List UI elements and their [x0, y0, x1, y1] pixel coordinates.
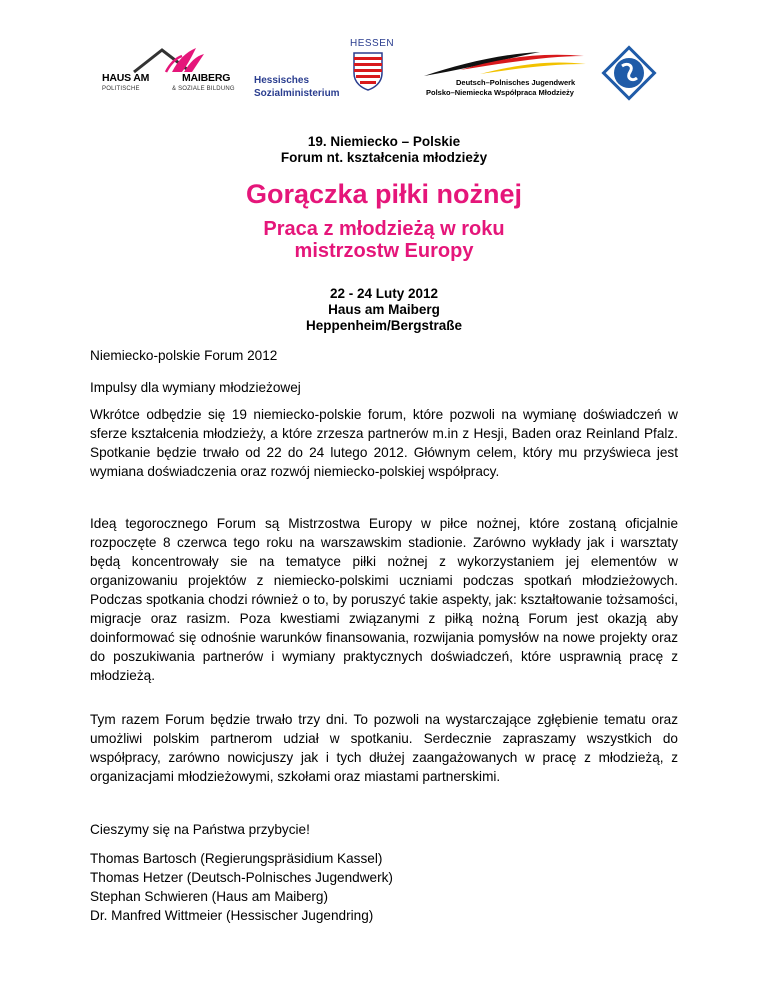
event-venue: Haus am Maiberg [328, 302, 440, 317]
diamond-circle-icon [600, 44, 658, 102]
subtitle-line-1: Praca z młodzieżą w roku [263, 218, 505, 240]
subtitle-line-2: mistrzostw Europy [294, 240, 474, 262]
paragraph-forum-name: Niemiecko-polskie Forum 2012 [90, 348, 278, 363]
logo-row [0, 38, 768, 108]
forum-heading [0, 134, 768, 166]
dpjw-logo [420, 46, 590, 102]
paragraph-duration: Tym razem Forum będzie trwało trzy dni. To pozwoli na wystarczające zgłębienie tematu oraz umożliwi polskim partnerom udział w spotkaniu. Serdecznie zapraszamy wszystkich do współpracy, zarówno nowicjuszy jak i tych dłużej zaangażowanych w pracę z młodzieżą, z organizacjami młodzieżowymi, szkołami oraz miastami partnerskimi. [90, 712, 678, 784]
roof-icon [96, 42, 246, 74]
main-title: Gorączka piłki nożnej [245, 179, 523, 209]
ministry-line-1: Hessisches [254, 75, 310, 86]
haus-tagline-left: POLITISCHE [102, 86, 140, 92]
paragraph-intro: Wkrótce odbędzie się 19 niemiecko-polskie forum, które pozwoli na wymianę doświadczeń w sferze kształcenia młodzieży, a które zrzesza partnerów m.in z Hesji, Baden oraz Reinland Pfalz. Spotkanie będzie trwało od 22 do 24 lutego 2012. Głównym celem, który mu przyświeca jest wymiana doświadczenia oraz rozwój niemiecko-polskiej współpracy. [90, 407, 678, 479]
forum-line-1: 19. Niemiecko – Polskie [307, 134, 461, 149]
hessen-wordmark: HESSEN [350, 38, 395, 49]
haus-name-left: HAUS AM [102, 72, 150, 84]
paragraph-closing: Cieszymy się na Państwa przybycie! [90, 822, 310, 837]
event-details [0, 286, 768, 334]
event-city: Heppenheim/Bergstraße [305, 318, 463, 333]
signature-4: Dr. Manfred Wittmeier (Hessischer Jugendring) [90, 908, 374, 923]
dpjw-name-de: Deutsch–Polnisches Jugendwerk [456, 78, 576, 87]
flag-swoosh-icon [420, 46, 590, 78]
haus-name-right: MAIBERG [182, 72, 231, 84]
dpjw-name-pl: Polsko–Niemiecka Współpraca Młodzieży [426, 88, 574, 97]
subtitle [0, 218, 768, 262]
haus-tagline-right: & SOZIALE BILDUNG [172, 86, 235, 92]
ministry-line-2: Sozialministerium [254, 88, 340, 99]
signature-1: Thomas Bartosch (Regierungspräsidium Kassel) [90, 851, 383, 866]
signature-3: Stephan Schwieren (Haus am Maiberg) [90, 889, 329, 904]
hessen-ministry-logo [254, 38, 404, 102]
signature-2: Thomas Hetzer (Deutsch-Polnisches Jugendwerk) [90, 870, 393, 885]
forum-line-2: Forum nt. kształcenia młodzieży [280, 150, 488, 165]
youth-ring-logo [600, 44, 658, 102]
haus-am-maiberg-logo [96, 42, 246, 98]
signatures [90, 849, 678, 925]
event-date: 22 - 24 Luty 2012 [329, 286, 439, 301]
paragraph-impulses: Impulsy dla wymiany młodzieżowej [90, 380, 301, 395]
hessen-crest-icon [352, 51, 384, 91]
paragraph-theme: Ideą tegorocznego Forum są Mistrzostwa Europy w piłce nożnej, które zostaną oficjalnie rozpoczęte 8 czerwca tego roku na warszawskim stadionie. Zarówno wykłady jak i warsztaty będą koncentrowały sie na tematyce piłki nożnej z wykorzystaniem jej elementów w organizowaniu projektów z niemiecko-polskimi uczniami podczas spotkań młodzieżowych. Podczas spotkania chodzi również o to, by poruszyć takie aspekty, jak: kształtowanie tożsamości, migracje oraz rasizm. Poza kwestiami związanymi z piłką nożną Forum jest okazją aby doinformować się odnośnie warunków finansowania, rozwijania pomysłów na nowe projekty oraz do poszukiwania partnerów i wymiany praktycznych doświadczeń, które usprawnią pracę z młodzieżą. [90, 516, 678, 683]
